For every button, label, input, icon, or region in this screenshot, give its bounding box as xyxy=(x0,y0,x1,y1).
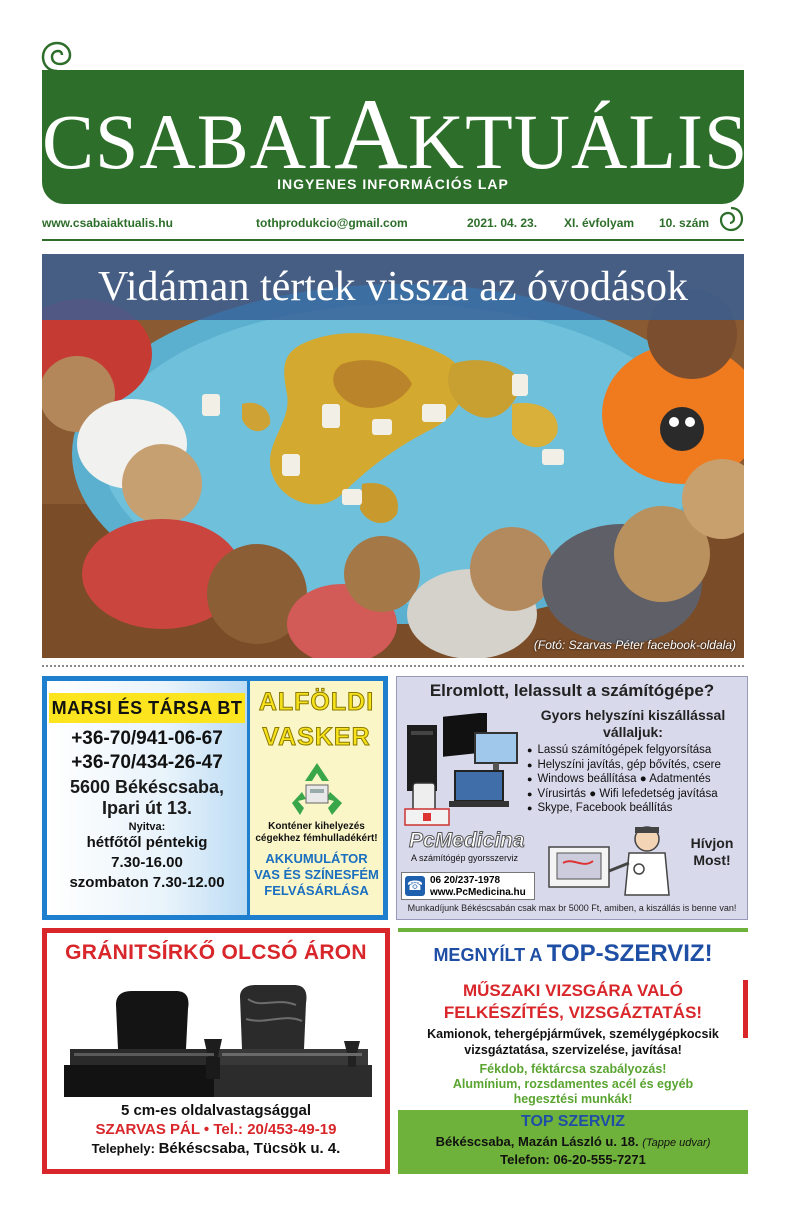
top-box-address xyxy=(398,1134,748,1151)
granite-location-address: Békéscsaba, Tücsök u. 4. xyxy=(158,1140,341,1157)
granite-contact[interactable]: SZARVAS PÁL • Tel.: 20/453-49-19 xyxy=(95,1121,337,1138)
vasker-offer-line-2: VAS ÉS SZÍNESFÉM xyxy=(254,867,379,882)
top-black-line-2: vizsgáztatása, szervizelése, javítása! xyxy=(464,1043,682,1057)
top-ad-rule xyxy=(398,928,748,932)
marsi-address-line-2: Ipari út 13. xyxy=(101,798,193,818)
top-ad-vehicles xyxy=(398,1026,748,1058)
marsi-hours-line-1: hétfőtől péntekig xyxy=(86,834,208,851)
photo-credit: (Fotó: Szarvas Péter facebook-oldala) xyxy=(533,638,736,652)
issue-date: 2021. 04. 23. xyxy=(467,216,538,230)
top-box-phone[interactable]: Telefon: 06-20-555-7271 xyxy=(500,1152,646,1167)
pc-website-link[interactable]: www.PcMedicina.hu xyxy=(430,887,526,898)
pc-brand-logo: PcMedicina xyxy=(409,829,525,852)
granite-feature: 5 cm-es oldalvastagsággal xyxy=(120,1102,312,1119)
title-capital-a: A xyxy=(334,78,408,191)
pc-call-line-2: Most! xyxy=(693,852,731,868)
marsi-phone-2[interactable]: +36-70/434-26-47 xyxy=(71,752,223,773)
top-ad-service-title xyxy=(398,980,748,1024)
website-link[interactable]: www.csabaiaktualis.hu xyxy=(42,216,173,230)
section-divider xyxy=(42,665,744,667)
vasker-offer-line-3: FELVÁSÁRLÁSA xyxy=(264,883,369,898)
title-part-csabai: CSABAI xyxy=(42,98,335,185)
swirl-ornament-icon xyxy=(718,206,744,232)
ad-top-szerviz[interactable] xyxy=(398,928,748,1174)
doctor-repairing-computer-icon xyxy=(543,823,679,899)
pc-ad-subtitle xyxy=(523,707,743,741)
pc-call-to-action xyxy=(681,835,743,869)
title-part-ktualis: KTUÁLIS xyxy=(407,98,749,185)
top-red-line-2: FELKÉSZÍTÉS, VIZSGÁZTATÁS! xyxy=(443,1003,703,1022)
top-green-line-3: hegesztési munkák! xyxy=(513,1092,633,1106)
cover-headline: Vidáman tértek vissza az óvodások xyxy=(42,254,744,320)
vasker-note-line-1: Konténer kihelyezés xyxy=(268,821,365,832)
pc-service-item: ● Vírusirtás ● Wifi lefedetség javítása xyxy=(527,787,721,802)
masthead xyxy=(42,70,749,204)
top-address-text: Békéscsaba, Mazán László u. 18. xyxy=(435,1134,639,1149)
pc-footnote: Munkadíjunk Békéscsabán csak max br 5000 Ft, amiben, a kiszállás is benne van! xyxy=(407,903,737,913)
pc-subtitle-line-2: vállaljuk: xyxy=(603,724,663,740)
marsi-hours-line-3: szombaton 7.30-12.00 xyxy=(69,874,225,891)
newspaper-title xyxy=(42,78,749,191)
pc-service-item: ● Skype, Facebook beállítás xyxy=(527,801,721,816)
pc-subtitle-line-1: Gyors helyszíni kiszállással xyxy=(540,707,726,723)
granite-location-label: Telephely: xyxy=(91,1141,155,1156)
ad-pcmedicina[interactable] xyxy=(396,676,748,920)
pc-contact-box xyxy=(401,872,535,900)
phone-icon: ☎ xyxy=(405,876,425,896)
top-headline-prefix: MEGNYÍLT A xyxy=(433,945,547,965)
marsi-phone-1[interactable]: +36-70/941-06-67 xyxy=(71,728,223,749)
top-address-note: (Tappe udvar) xyxy=(642,1137,711,1149)
newspaper-subtitle: INGYENES INFORMÁCIÓS LAP xyxy=(277,176,509,192)
vasker-note-line-2: cégekhez fémhulladékért! xyxy=(255,833,378,844)
computer-equipment-icon xyxy=(403,713,523,829)
granite-location xyxy=(47,1139,385,1158)
marsi-opening-label: Nyitva: xyxy=(128,821,166,833)
issue-number: 10. szám xyxy=(659,216,710,230)
marsi-panel xyxy=(47,681,247,915)
volume-label: XI. évfolyam xyxy=(564,216,635,230)
vasker-offer-line-1: AKKUMULÁTOR xyxy=(265,851,368,866)
vasker-panel xyxy=(250,681,383,915)
ad-marsi-vasker[interactable] xyxy=(42,676,388,920)
marsi-company-name: MARSI ÉS TÁRSA BT xyxy=(49,693,245,723)
swirl-ornament-icon xyxy=(40,40,74,74)
top-box-title: TOP SZERVIZ xyxy=(520,1113,626,1130)
recycle-icon xyxy=(284,759,350,817)
ad-granite-tombstone[interactable] xyxy=(42,928,390,1174)
granite-ad-title: GRÁNITSÍRKŐ OLCSÓ ÁRON xyxy=(65,941,367,964)
vasker-title-line-1: ALFÖLDI xyxy=(258,688,375,716)
marsi-hours-line-2: 7.30-16.00 xyxy=(111,854,183,871)
tombstone-illustration xyxy=(56,969,376,1101)
pc-brand-tagline: A számítógép gyorsszerviz xyxy=(411,853,519,863)
vasker-title-line-2: VASKER xyxy=(262,723,371,751)
pc-phone-number[interactable]: 06 20/237-1978 xyxy=(430,875,501,886)
top-green-line-2: Alumínium, rozsdamentes acél és egyéb xyxy=(452,1077,694,1091)
pc-services-list xyxy=(527,743,721,816)
top-green-line-1: Fékdob, féktárcsa szabályozás! xyxy=(479,1062,667,1076)
top-contact-box xyxy=(398,1110,748,1174)
cover-photo xyxy=(42,254,744,658)
pc-ad-title: Elromlott, lelassult a számítógépe? xyxy=(429,681,715,700)
top-black-line-1: Kamionok, tehergépjárművek, személygépkocsik xyxy=(427,1027,719,1041)
header-divider xyxy=(42,239,744,241)
top-ad-extra-services xyxy=(398,1062,748,1107)
marsi-address-line-1: 5600 Békéscsaba, xyxy=(69,777,225,797)
pc-call-line-1: Hívjon xyxy=(690,835,734,851)
pc-service-item: ● Lassú számítógépek felgyorsítása xyxy=(527,743,721,758)
top-ad-headline xyxy=(398,940,748,968)
pc-service-item: ● Helyszíni javítás, gép bővítés, csere xyxy=(527,758,721,773)
pc-service-item: ● Windows beállítása ● Adatmentés xyxy=(527,772,721,787)
top-headline-brand: TOP-SZERVIZ! xyxy=(546,940,713,967)
email-link[interactable]: tothprodukcio@gmail.com xyxy=(256,216,408,230)
top-red-line-1: MŰSZAKI VIZSGÁRA VALÓ xyxy=(462,981,684,1000)
